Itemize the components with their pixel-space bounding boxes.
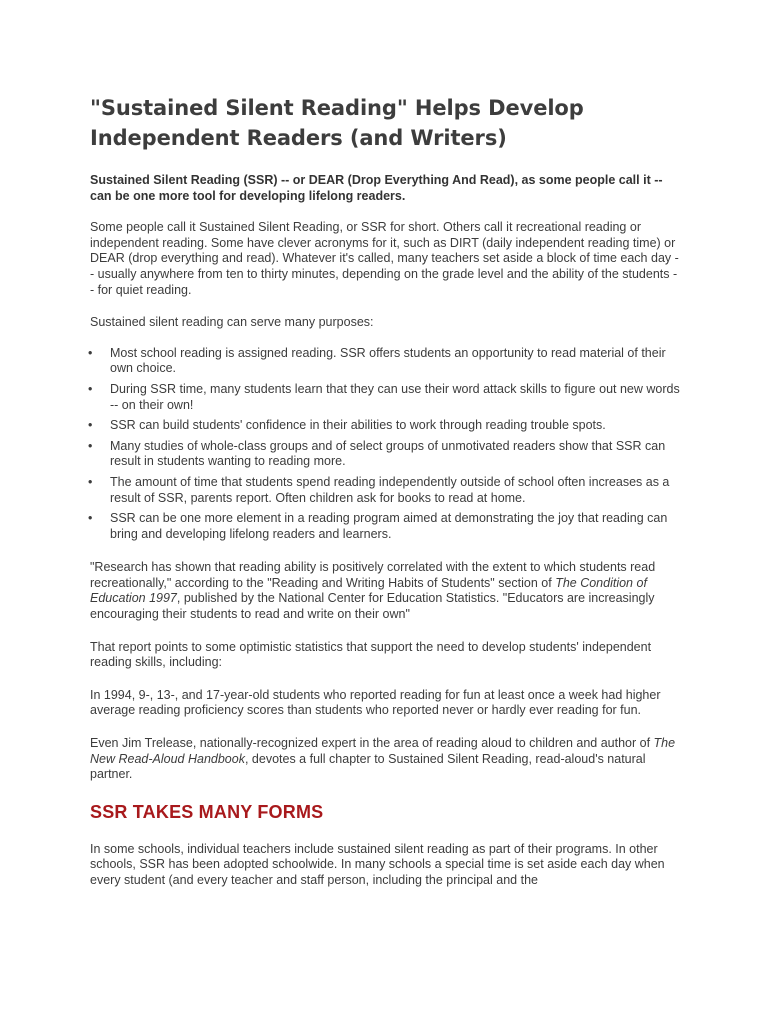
purposes-list xyxy=(90,346,680,543)
research-quote-paragraph xyxy=(90,560,680,622)
list-item xyxy=(90,382,680,413)
book-title-read-aloud-handbook: The New Read-Aloud Handbook xyxy=(90,736,676,766)
page-title: "Sustained Silent Reading" Helps Develop Independent Readers (and Writers) xyxy=(90,96,584,150)
bullet-icon: • xyxy=(88,381,93,396)
book-title-condition-of-education: The Condition of Education 1997 xyxy=(90,575,647,606)
research-quote-text-end: , published by the National Center for Education Statistics. "Educators are increasingly encouraging their students to read and write on their own" xyxy=(90,591,655,622)
list-item-text: Many studies of whole-class groups and of select groups of unmotivated readers show that SSR can result in students wanting to reading more. xyxy=(110,438,666,469)
list-item xyxy=(90,418,680,434)
list-item-text: Most school reading is assigned reading. SSR offers students an opportunity to read material of their own choice. xyxy=(110,345,666,376)
list-item-text: During SSR time, many students learn that they can use their word attack skills to figure out new words -- on their own! xyxy=(110,381,680,412)
article xyxy=(90,93,680,906)
purposes-intro: Sustained silent reading can serve many purposes: xyxy=(90,315,374,330)
bullet-icon: • xyxy=(88,438,93,453)
trelease-paragraph xyxy=(90,736,680,783)
report-paragraph: That report points to some optimistic statistics that support the need to develop students' independent reading skills, including: xyxy=(90,639,652,670)
list-item xyxy=(90,346,680,377)
list-item xyxy=(90,475,680,506)
bullet-icon: • xyxy=(88,474,93,489)
intro-paragraph: Some people call it Sustained Silent Reading, or SSR for short. Others call it recreational reading or independent reading. Some have clever acronyms for it, such as DIRT (daily independent reading time) or DEAR (drop everything and read). Whatever it's called, many teachers set aside a block of time each day -- usually anywhere from ten to thirty minutes, depending on the grade level and the ability of the students -- for quiet reading. xyxy=(90,220,679,297)
research-quote-text: "Research has shown that reading ability is positively correlated with the extent to which students read recreationally," according to the "Reading and Writing Habits of Students" section of xyxy=(90,560,656,590)
trelease-text-end: , devotes a full chapter to Sustained Silent Reading, read-aloud's natural partner. xyxy=(90,751,646,782)
list-item xyxy=(90,511,680,542)
list-item-text: The amount of time that students spend reading independently outside of school often increases as a result of SSR, parents report. Often children ask for books to read at home. xyxy=(110,474,670,505)
bullet-icon: • xyxy=(88,418,93,433)
list-item xyxy=(90,439,680,470)
forms-paragraph: In some schools, individual teachers include sustained silent reading as part of their programs. In other schools, SSR has been adopted schoolwide. In many schools a special time is set aside each day when every student (and every teacher and staff person, including the principal and the xyxy=(90,841,665,887)
section-heading: SSR TAKES MANY FORMS xyxy=(90,801,324,822)
list-item-text: SSR can be one more element in a reading program aimed at demonstrating the joy that reading can bring and developing lifelong readers and learners. xyxy=(110,511,668,541)
lead-paragraph: Sustained Silent Reading (SSR) -- or DEAR (Drop Everything And Read), as some people call it -- can be one more tool for developing lifelong readers. xyxy=(90,173,663,203)
bullet-icon: • xyxy=(88,511,93,526)
list-item-text: SSR can build students' confidence in their abilities to work through reading trouble spots. xyxy=(110,418,606,433)
trelease-text: Even Jim Trelease, nationally-recognized expert in the area of reading aloud to children and author of xyxy=(90,736,654,751)
bullet-icon: • xyxy=(88,345,93,360)
statistic-paragraph: In 1994, 9-, 13-, and 17-year-old students who reported reading for fun at least once a week had higher average reading proficiency scores than students who reported never or hardly ever reading for fun. xyxy=(90,687,661,718)
